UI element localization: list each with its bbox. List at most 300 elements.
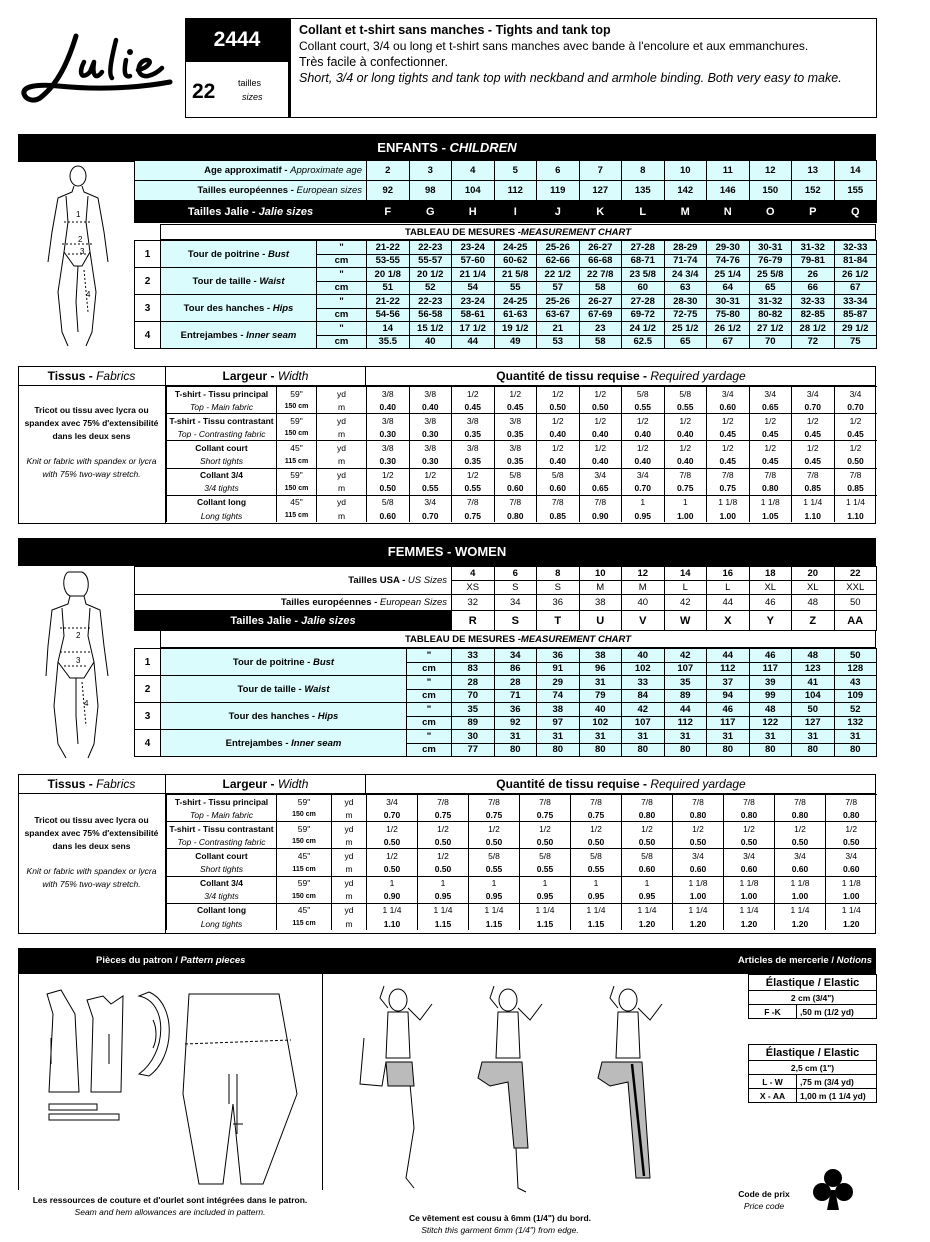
measure-value: 21 5/8 [494,268,537,282]
unit-cell: " [407,730,452,744]
yardage-value: 0.50 [469,835,520,849]
measure-value: 25 5/8 [749,268,792,282]
yardage-value: 0.40 [367,400,410,414]
fabric-name-fr: Collant long [167,903,277,917]
children-size-table [134,160,877,223]
yardage-value: 7/8 [494,495,537,509]
measure-value: 72-75 [664,308,707,322]
yardage-row [167,876,877,890]
fabric-name-en: Top - Contrasting fabric [167,427,277,441]
yardage-value: 1/2 [792,414,835,428]
measure-value: 33 [622,676,665,690]
measure-value: 63-67 [537,308,580,322]
yardage-value: 0.40 [409,400,452,414]
measure-value: 24 1/2 [622,322,665,336]
children-fabric-head: Tissus - Fabrics [18,366,166,386]
yardage-value: 0.50 [367,482,410,496]
measure-value: 107 [664,662,707,676]
measure-value: 80 [664,743,707,757]
measure-value: 44 [707,649,750,663]
yardage-value: 7/8 [673,795,724,809]
unit-cell: " [407,703,452,717]
yardage-value: 7/8 [707,468,750,482]
measure-value: 30 [452,730,495,744]
measure-value: 22 7/8 [579,268,622,282]
measure-value: 22-23 [409,295,452,309]
measure-number: 2 [135,268,161,295]
yardage-value: 0.50 [775,835,826,849]
yardage-value: 1.00 [724,890,775,904]
fabric-width: 59" [277,387,317,401]
yardage-row [167,427,877,441]
yardage-row [167,454,877,468]
measure-value: 69-72 [622,308,665,322]
svg-text:3: 3 [76,656,81,665]
measure-value: 28-29 [664,241,707,255]
yardage-value: 1/2 [749,441,792,455]
yardage-row [167,414,877,428]
measure-value: 23 [579,322,622,336]
yardage-value: 3/4 [792,387,835,401]
measure-label: Tour des hanches - Hips [161,295,317,322]
yardage-value: 0.75 [571,808,622,822]
measure-value: 76-79 [749,254,792,268]
unit-cell: " [317,322,367,336]
measure-value: 46 [749,649,792,663]
unit-label: m [317,482,367,496]
measure-value: 21 1/4 [452,268,495,282]
yardage-row [167,441,877,455]
measure-label: Tour de taille - Waist [161,676,407,703]
unit-cell: cm [407,689,452,703]
yardage-value: 1/2 [537,414,580,428]
unit-label: yd [317,495,367,509]
measure-value: 80 [537,743,580,757]
measure-value: 83 [452,662,495,676]
unit-cell: cm [407,743,452,757]
measure-value: 31 [579,676,622,690]
yardage-value: 1/2 [775,822,826,836]
measure-value: 109 [834,689,877,703]
children-yardage-table [166,386,877,522]
fabric-width: 115 cm [277,509,317,523]
measure-value: 71-74 [664,254,707,268]
fabric-width: 115 cm [277,454,317,468]
yardage-value: 0.30 [409,427,452,441]
measure-row [135,703,877,717]
woman-figure [18,566,134,762]
measure-value: 31 [792,730,835,744]
yardage-value: 3/4 [622,468,665,482]
yardage-value: 1/2 [664,414,707,428]
measure-value: 86 [494,662,537,676]
measure-value: 44 [664,703,707,717]
fabric-name-en: Short tights [167,862,277,876]
unit-cell: cm [317,281,367,295]
measure-value: 35.5 [367,335,410,349]
yardage-value: 1/2 [724,822,775,836]
fabric-width: 150 cm [277,890,332,904]
measure-value: 31 [579,730,622,744]
measure-value: 42 [664,649,707,663]
yardage-value: 7/8 [579,495,622,509]
measure-value: 21 [537,322,580,336]
yardage-value: 1/2 [579,387,622,401]
measure-value: 58 [579,281,622,295]
unit-cell: cm [317,254,367,268]
unit-cell: cm [407,662,452,676]
measure-value: 70 [452,689,495,703]
yardage-value: 7/8 [792,468,835,482]
measure-number: 3 [135,295,161,322]
fabric-width: 59" [277,876,332,890]
measure-value: 56-58 [409,308,452,322]
yardage-value: 0.70 [409,509,452,523]
yardage-value: 5/8 [367,495,410,509]
unit-label: m [332,835,367,849]
measure-row [135,322,877,336]
yardage-value: 1/2 [622,441,665,455]
measure-value: 30-31 [707,295,750,309]
measure-value: 43 [834,676,877,690]
measure-value: 80 [792,743,835,757]
yardage-value: 1/2 [469,822,520,836]
yardage-value: 1 [418,876,469,890]
measure-value: 89 [452,716,495,730]
yardage-value: 0.95 [622,890,673,904]
yardage-value: 1/2 [673,822,724,836]
measure-row [135,676,877,690]
svg-text:2: 2 [76,631,81,640]
measure-value: 60 [622,281,665,295]
women-eu-label: Tailles européennes - European Sizes [135,595,452,611]
yardage-value: 0.60 [826,862,877,876]
yardage-value: 1 [664,495,707,509]
yardage-value: 1/2 [367,849,418,863]
yardage-value: 3/4 [834,387,877,401]
yardage-value: 0.75 [520,808,571,822]
yardage-value: 0.35 [494,454,537,468]
yardage-value: 7/8 [469,795,520,809]
pattern-pieces-label: Pièces du patron / Pattern pieces [96,955,246,966]
measure-value: 81-84 [834,254,877,268]
yardage-value: 0.95 [520,890,571,904]
yardage-value: 7/8 [520,795,571,809]
fabric-name-fr: T-shirt - Tissu principal [167,795,277,809]
fabric-name-fr: Collant 3/4 [167,876,277,890]
women-size-table [134,566,877,631]
measure-value: 123 [792,662,835,676]
yardage-value: 1.20 [673,917,724,931]
measure-value: 30-31 [749,241,792,255]
measure-value: 53-55 [367,254,410,268]
measure-value: 26 1/2 [834,268,877,282]
yardage-value: 1.20 [724,917,775,931]
unit-label: yd [332,795,367,809]
yardage-value: 0.40 [622,427,665,441]
measure-label: Tour de poitrine - Bust [161,241,317,268]
yardage-value: 7/8 [622,795,673,809]
measure-value: 22-23 [409,241,452,255]
measure-value: 46 [707,703,750,717]
yardage-value: 0.45 [494,400,537,414]
yardage-value: 0.50 [673,835,724,849]
yardage-value: 1/2 [579,441,622,455]
yardage-value: 0.80 [724,808,775,822]
measure-value: 79-81 [792,254,835,268]
measure-value: 26 1/2 [707,322,750,336]
yardage-value: 3/4 [707,387,750,401]
measure-value: 48 [749,703,792,717]
measure-value: 27-28 [622,295,665,309]
unit-label: yd [332,822,367,836]
yardage-value: 1/2 [579,414,622,428]
measure-value: 39 [749,676,792,690]
measure-value: 24 3/4 [664,268,707,282]
us-size-row: Tailles USA - US Sizes 4 6 8 10 12 14 16 18 20 22 [135,567,877,581]
yardage-value: 1 1/8 [749,495,792,509]
yardage-value: 0.75 [418,808,469,822]
measure-value: 20 1/2 [409,268,452,282]
yardage-value: 7/8 [826,795,877,809]
measure-value: 25-26 [537,241,580,255]
fabric-name-en: 3/4 tights [167,482,277,496]
yardage-value: 0.35 [452,427,495,441]
yardage-value: 0.50 [537,400,580,414]
yardage-value: 3/8 [452,441,495,455]
measure-value: 28-30 [664,295,707,309]
yardage-value: 0.65 [749,400,792,414]
yardage-value: 0.95 [571,890,622,904]
measure-value: 22 1/2 [537,268,580,282]
yardage-row [167,468,877,482]
yardage-value: 1 1/4 [469,903,520,917]
yardage-value: 0.75 [452,509,495,523]
yardage-row [167,509,877,523]
women-fabric-head: Tissus - Fabrics [18,774,166,794]
elastic-2-table: Élastique / Elastic 2,5 cm (1") L - W ,75 m (3/4 yd) X - AA 1,00 m (1 1/4 yd) [748,1044,877,1103]
yardage-value: 0.95 [418,890,469,904]
yardage-value: 1.15 [520,917,571,931]
measure-value: 52 [409,281,452,295]
measure-value: 40 [409,335,452,349]
us-size-label: Tailles USA - US Sizes [135,567,452,595]
yardage-value: 3/4 [724,849,775,863]
measure-value: 89 [664,689,707,703]
yardage-value: 7/8 [724,795,775,809]
measure-value: 132 [834,716,877,730]
measure-number: 4 [135,730,161,757]
yardage-value: 7/8 [664,468,707,482]
yardage-value: 1.20 [826,917,877,931]
measure-value: 31 [622,730,665,744]
garment-illustration [340,978,685,1208]
measure-value: 24-25 [494,241,537,255]
yardage-value: 0.95 [622,509,665,523]
yardage-value: 0.90 [367,890,418,904]
measure-value: 42 [622,703,665,717]
description-fr-2: Très facile à confectionner. [299,55,448,69]
yardage-value: 3/8 [367,441,410,455]
measure-value: 62.5 [622,335,665,349]
measure-label: Tour de taille - Waist [161,268,317,295]
yardage-row [167,835,877,849]
yardage-value: 3/8 [452,414,495,428]
measure-value: 77 [452,743,495,757]
yardage-value: 3/4 [367,795,418,809]
yardage-value: 0.40 [664,427,707,441]
yardage-value: 0.45 [452,400,495,414]
measure-value: 57 [537,281,580,295]
header-description [289,18,877,118]
yardage-value: 0.45 [749,454,792,468]
club-icon [810,1166,856,1212]
yardage-row [167,822,877,836]
yardage-value: 0.55 [622,400,665,414]
fabric-name-en: Top - Contrasting fabric [167,835,277,849]
yardage-value: 0.60 [775,862,826,876]
unit-label: m [317,454,367,468]
measure-value: 102 [579,716,622,730]
measure-value: 55-57 [409,254,452,268]
measure-value: 99 [749,689,792,703]
yardage-value: 1/2 [622,414,665,428]
yardage-value: 5/8 [520,849,571,863]
unit-label: yd [332,876,367,890]
measure-value: 25 1/2 [664,322,707,336]
yardage-value: 5/8 [571,849,622,863]
yardage-value: 1 [520,876,571,890]
children-heading: ENFANTS - CHILDREN [18,134,876,162]
measure-value: 27 1/2 [749,322,792,336]
yardage-value: 0.30 [409,454,452,468]
yardage-value: 1.15 [571,917,622,931]
measure-value: 31 [494,730,537,744]
measure-value: 23 5/8 [622,268,665,282]
sizes-label-en: sizes [242,92,263,102]
measure-value: 58-61 [452,308,495,322]
yardage-value: 1.10 [367,917,418,931]
measure-value: 26-27 [579,241,622,255]
yardage-value: 3/8 [367,387,410,401]
yardage-value: 3/4 [775,849,826,863]
yardage-value: 0.75 [664,482,707,496]
yardage-value: 1/2 [409,468,452,482]
measure-value: 52 [834,703,877,717]
measure-value: 33-34 [834,295,877,309]
yardage-row [167,482,877,496]
yardage-value: 0.50 [367,835,418,849]
measure-value: 21-22 [367,241,410,255]
yardage-value: 1.20 [622,917,673,931]
measure-row [135,241,877,255]
size-count: 22 [192,80,216,103]
yardage-value: 5/8 [664,387,707,401]
yardage-value: 1/2 [418,849,469,863]
yardage-value: 3/8 [409,387,452,401]
yardage-value: 0.80 [494,509,537,523]
fabric-name-fr: T-shirt - Tissu contrastant [167,414,277,428]
yardage-value: 0.50 [834,454,877,468]
yardage-row [167,903,877,917]
fabric-width: 45" [277,441,317,455]
eu-size-row: Tailles européennes - European sizes 92 98 104 112 119 127 135 142 146 150 152 155 [135,181,877,201]
measure-value: 38 [579,649,622,663]
yardage-value: 0.60 [537,482,580,496]
bottom-bar [18,948,876,974]
age-row: Age approximatif - Approximate age 2 3 4 5 6 7 8 10 11 12 13 14 [135,161,877,181]
yardage-value: 0.75 [469,808,520,822]
fabric-name-en: Top - Main fabric [167,808,277,822]
measure-value: 62-66 [537,254,580,268]
measure-value: 15 1/2 [409,322,452,336]
measure-value: 28 1/2 [792,322,835,336]
measure-row [135,268,877,282]
yardage-value: 0.80 [673,808,724,822]
yardage-value: 0.55 [664,400,707,414]
fabric-name-en: Long tights [167,917,277,931]
yardage-value: 0.40 [622,454,665,468]
measure-value: 66 [792,281,835,295]
yardage-value: 1 1/8 [775,876,826,890]
measure-value: 57-60 [452,254,495,268]
measure-value: 74-76 [707,254,750,268]
yardage-value: 0.85 [792,482,835,496]
measure-value: 38 [537,703,580,717]
pattern-number: 2444 [185,18,289,62]
unit-cell: " [317,268,367,282]
measure-value: 102 [622,662,665,676]
yardage-value: 7/8 [452,495,495,509]
measure-value: 74 [537,689,580,703]
measure-value: 29-30 [707,241,750,255]
women-jalie-label: Tailles Jalie - Jalie sizes [135,611,452,631]
measure-value: 64 [707,281,750,295]
yardage-value: 0.90 [579,509,622,523]
yardage-value: 0.35 [452,454,495,468]
fabric-name-fr: T-shirt - Tissu principal [167,387,277,401]
unit-cell: " [407,649,452,663]
measure-label: Entrejambes - Inner seam [161,730,407,757]
yardage-value: 0.30 [367,427,410,441]
yardage-value: 3/4 [826,849,877,863]
fabric-width: 59" [277,414,317,428]
measure-value: 35 [452,703,495,717]
yardage-value: 1.20 [775,917,826,931]
fabric-name-fr: Collant long [167,495,277,509]
measure-value: 80 [834,743,877,757]
yardage-value: 1.00 [664,509,707,523]
yardage-value: 3/8 [367,414,410,428]
yardage-value: 0.45 [707,427,750,441]
yardage-value: 0.80 [775,808,826,822]
measure-value: 54-56 [367,308,410,322]
description-en: Short, 3/4 or long tights and tank top with neckband and armhole binding. Both very easy to make. [299,71,842,85]
unit-label: m [332,890,367,904]
measure-value: 85-87 [834,308,877,322]
fabric-width: 45" [277,903,332,917]
measure-value: 31 [834,730,877,744]
measure-value: 117 [749,662,792,676]
yardage-value: 1.10 [834,509,877,523]
yardage-value: 1 [469,876,520,890]
fabric-width: 59" [277,468,317,482]
unit-label: yd [332,903,367,917]
measure-number: 3 [135,703,161,730]
notions-label: Articles de mercerie / Notions [737,955,872,966]
measure-value: 40 [579,703,622,717]
unit-label: yd [317,468,367,482]
